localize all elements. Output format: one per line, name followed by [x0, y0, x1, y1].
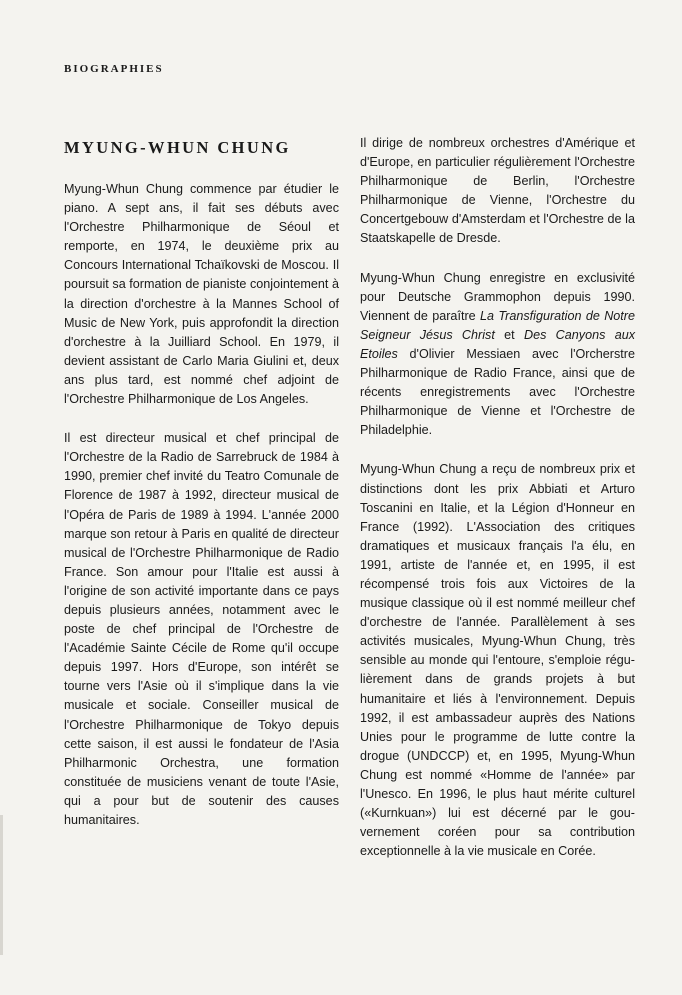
right-column — [360, 134, 635, 861]
recordings-text-b: et — [494, 327, 524, 342]
bio-paragraph-4 — [360, 269, 635, 441]
watermark — [0, 553, 52, 644]
bio-paragraph-5: Myung-Whun Chung a reçu de nombreux prix et distinctions dont les prix Abbiati et Arturo Toscanini en Italie, et la Légion d'Honneur en France (1992). L'Association des critiques dramatiques et musicaux français l'a élu, en 1991, artiste de l'année et, en 1995, il est récompensé trois fois aux Victoires de la musique classique où il est nommé meilleur chef d'orchestre de l'année. Parallèlement à ses activités musicales, Myung-Whun Chung, très sensible au monde qui l'entoure, s'emploie régulièrement dans de grands projets à but humanitaire et liés à l'environnement. Depuis 1992, il est ambassadeur auprès des Nations Unies pour le programme de lutte contre la drogue (UNDCCP) et, en 1995, Myung-Whun Chung est nommé «Homme de l'année» par l'Unesco. En 1996, le plus haut mérite culturel («Kurnkuan») lui est décerné par le gouvernement coréen pour sa contribution exceptionnelle à la vie musicale en Corée. — [360, 462, 635, 859]
recordings-text-c: d'Olivier Messiaen avec l'Orcherstre Philharmonique de Radio France, ainsi que de récents enregistrements avec l'Orchestre Philharmonique de Vienne et l'Orchestre de Philadelphie. — [360, 346, 635, 438]
recordings-text-a: Myung-Whun Chung enregistre en exclusivité pour Deutsche Grammophon depuis 1990. Viennent de paraître — [360, 270, 635, 323]
bio-paragraph-2: Il est directeur musical et chef principal de l'Orchestre de la Radio de Sarrebruck de 1984 à 1990, premier chef invité du Teatro Comunale de Florence de 1987 à 1992, directeur musical de l'Opéra de Paris de 1989 à 1994. L'année 2000 marque son retour à Paris en qualité de directeur musical de l'Orchestre Philharmonique de Radio France. Son amour pour l'Italie est aussi à l'origine de son activité importante dans ce pays depuis plusieurs années, notamment avec le poste de chef principal de l'Orchestre de l'Académie Sainte Cécile de Rome qu'il occupe depuis 1997. Hors d'Europe, son intérêt se tourne vers l'Asie où il s'implique dans la vie musicale et sociale. Conseiller musical de l'Orchestre Philharmonique de Tokyo depuis cette saison, il est aussi le fondateur de l'Asia Philharmonic Orchestra, une formation constituée de musiciens venant de toute l'Asie, qui a pour but de soutenir des causes humanitaires. — [64, 431, 339, 827]
section-label: BIOGRAPHIES — [64, 63, 164, 75]
page-edge-mark — [0, 815, 3, 955]
left-column — [64, 180, 339, 830]
article-title: MYUNG-WHUN CHUNG — [64, 138, 291, 157]
bio-paragraph-1: Myung-Whun Chung commence par étudier le piano. A sept ans, il fait ses débuts avec l'Orchestre Philharmonique de Séoul et remporte, en 1974, le deuxième prix au Concours International Tchaïkovski de Moscou. Il poursuit sa formation de pianiste conjointement à la direction d'orchestre à la Mannes School of Music de New York, puis approfondit la direction d'orchestre à la Juilliard School. En 1979, il devient assistant de Carlo Maria Giulini et, deux ans plus tard, est nommé chef adjoint de l'Orchestre Philharmonique de Los Angeles. — [64, 182, 339, 407]
recording-title-1: La Transfiguration de Notre Seigneur Jésus Christ — [360, 308, 635, 342]
bio-paragraph-3: Il dirige de nombreux orchestres d'Amérique et d'Europe, en particulier régulièrement l'Orchestre Philharmonique de Berlin, l'Orchestre Philharmonique de Vienne, l'Orchestre du Concertgebouw d'Amsterdam et l'Orchestre de la Staatskapelle de Dresde. — [360, 136, 635, 246]
recording-title-2: Des Canyons aux Etoiles — [360, 327, 635, 361]
